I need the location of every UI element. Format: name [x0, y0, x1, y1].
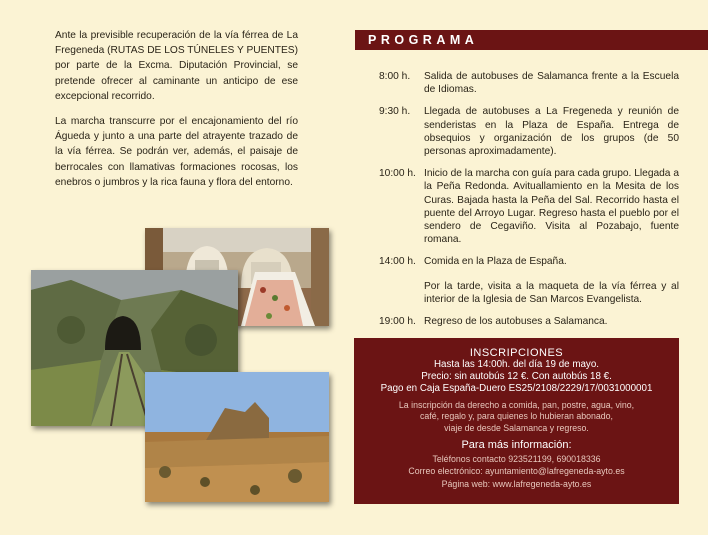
more-info-title: Para más información:	[461, 439, 572, 452]
schedule-description: Inicio de la marcha con guía para cada grupo. Llegada a la Peña Redonda. Avituallamiento en la Mesita de los Curas. Bajada hasta la Peña del Sal. Recorrido hasta el puente del Arroyo Lugar. Regreso hasta el pueblo por el sendero de Cegaviño. Visita al Pozabajo, fuente romana.	[424, 168, 679, 246]
schedule-item	[379, 167, 679, 246]
inscripciones-note-line: viaje de desde Salamanca y regreso.	[444, 422, 589, 433]
schedule-item	[379, 315, 679, 328]
contact-web[interactable]: Página web: www.lafregeneda-ayto.es	[441, 478, 592, 489]
schedule-time: 14:00 h.	[379, 256, 416, 268]
programa-schedule	[379, 70, 679, 337]
photo-rocky-landscape	[145, 372, 329, 502]
schedule-description: Comida en la Plaza de España.	[424, 256, 567, 268]
intro-text	[55, 28, 298, 200]
inscripciones-box	[354, 338, 679, 504]
intro-paragraph-1: Ante la previsible recuperación de la vía férrea de La Fregeneda (RUTAS DE LOS TÚNELES Y PUENTES) por parte de la Excma. Diputación Provincial, se pretende ofrecer al caminante un anticipo de ese excepcional recorrido.	[55, 30, 298, 102]
schedule-item	[379, 255, 679, 268]
schedule-time: 8:00 h.	[379, 71, 411, 82]
intro-paragraph-2: La marcha transcurre por el encajonamiento del río Águeda y junto a una parte del atrayente trazado de la vía férrea. Se podrán ver, además, el paisaje de berrocales con llamativas formaciones rocosas, los enebros o jumbros y la rica fauna y flora del entorno.	[55, 116, 298, 188]
schedule-item	[379, 70, 679, 96]
contact-email[interactable]: Correo electrónico: ayuntamiento@lafregeneda-ayto.es	[408, 466, 625, 477]
schedule-time: 9:30 h.	[379, 106, 411, 118]
inscripciones-note-line: La inscripción da derecho a comida, pan, postre, agua, vino,	[398, 399, 635, 410]
inscripciones-title: INSCRIPCIONES	[469, 347, 564, 359]
inscripciones-note	[354, 400, 679, 435]
schedule-time	[379, 278, 424, 306]
schedule-time: 19:00 h.	[379, 316, 416, 328]
schedule-description: Salida de autobuses de Salamanca frente a la Escuela de Idiomas.	[424, 71, 679, 96]
contact-phone: Teléfonos contacto 923521199, 690018336	[432, 454, 601, 465]
programa-header	[355, 30, 708, 50]
schedule-description: Por la tarde, visita a la maqueta de la vía férrea y al interior de la Iglesia de San Marcos Evangelista.	[424, 280, 679, 305]
schedule-time: 10:00 h.	[379, 168, 416, 180]
schedule-description: Regreso de los autobuses a Salamanca.	[424, 316, 608, 328]
inscripciones-price: Precio: sin autobús 12 €. Con autobús 18 €.	[421, 371, 612, 383]
programa-title: PROGRAMA	[368, 33, 479, 47]
inscripciones-deadline: Hasta las 14:00h. del día 19 de mayo.	[433, 359, 600, 370]
schedule-item	[379, 278, 679, 306]
contact-info	[354, 453, 679, 490]
inscripciones-payment: Pago en Caja España-Duero ES25/2108/2229/17/0031000001	[380, 383, 653, 395]
inscripciones-note-line: café, regalo y, para quienes lo hubieran abonado,	[419, 411, 614, 422]
schedule-description: Llegada de autobuses a La Fregeneda y reunión de senderistas en la Plaza de España. Entrega de obsequios y organización de los grupos (de 50 personas aproximadamente).	[424, 106, 679, 158]
schedule-item	[379, 105, 679, 158]
